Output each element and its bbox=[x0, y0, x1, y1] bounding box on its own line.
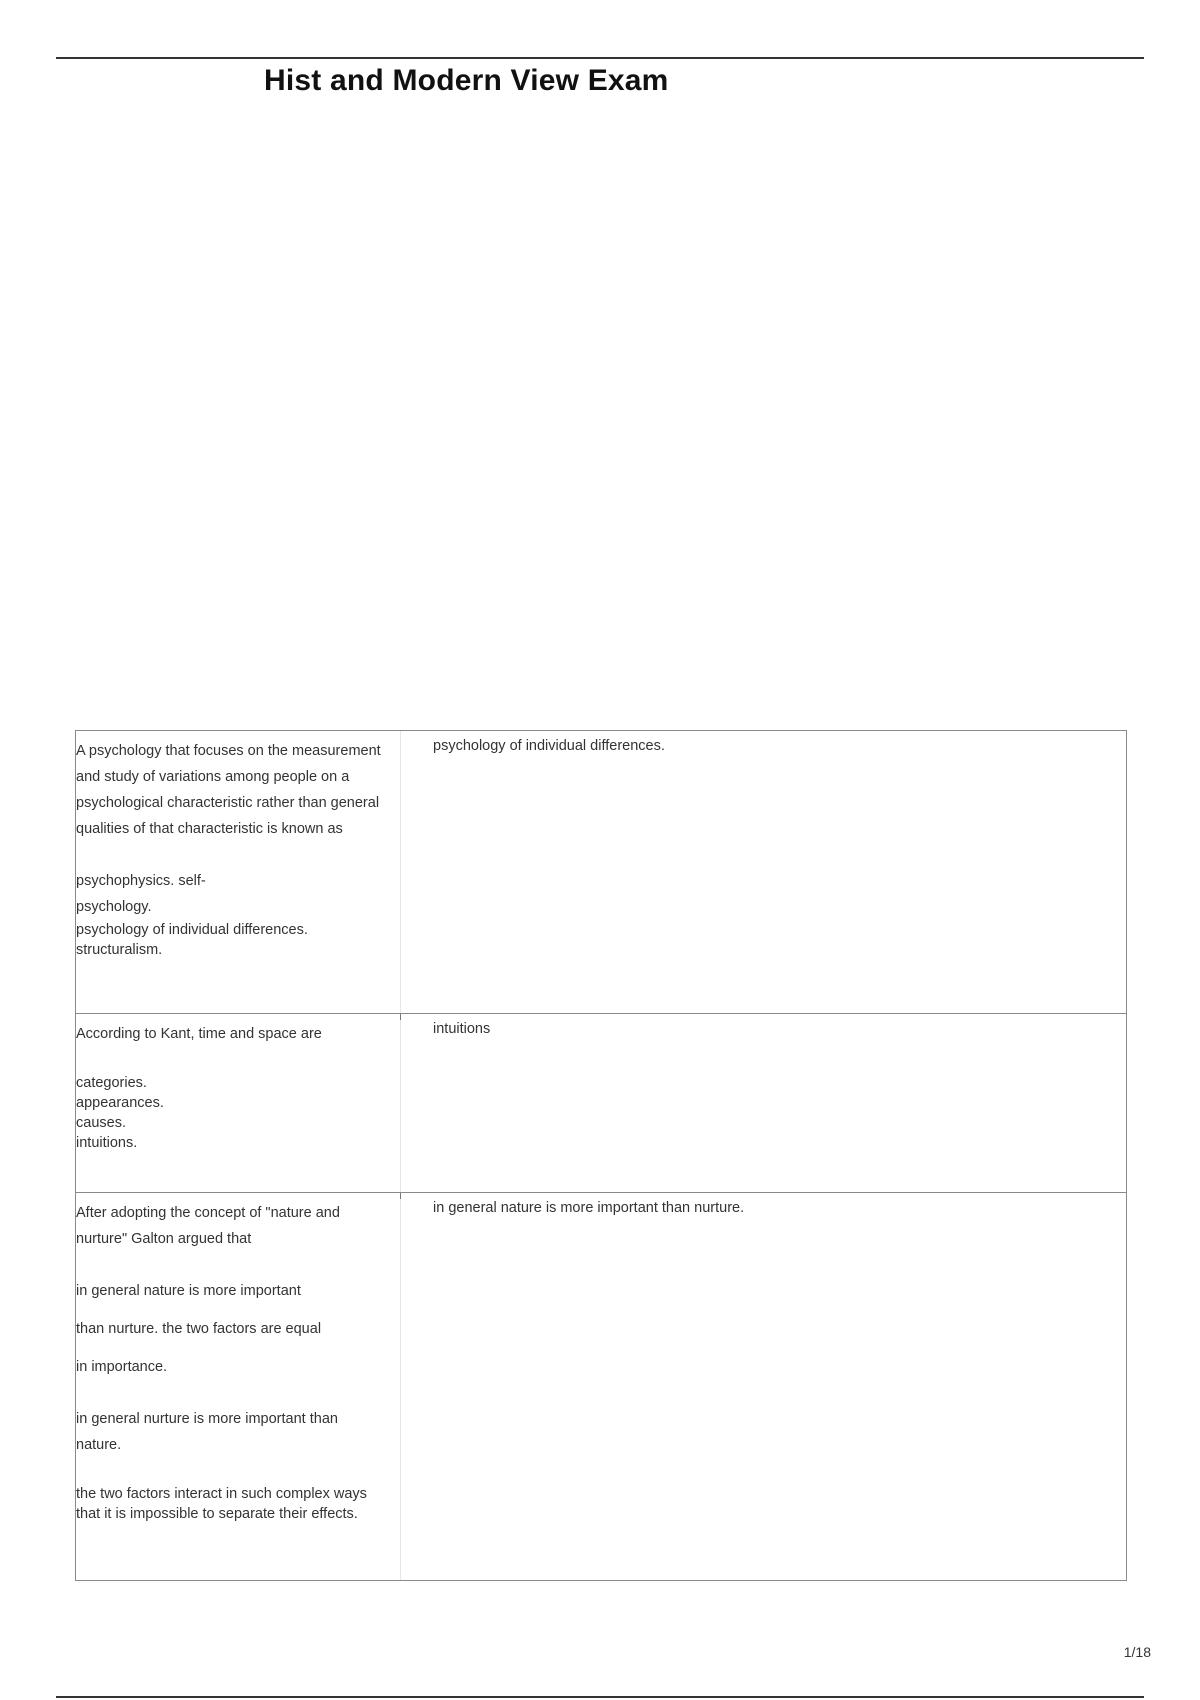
choice-item: psychophysics. self- bbox=[76, 873, 206, 889]
table-row bbox=[76, 1014, 1126, 1193]
top-rule bbox=[56, 57, 1144, 59]
question-text: According to Kant, time and space are bbox=[76, 1026, 322, 1042]
table-row bbox=[76, 731, 1126, 1014]
page-number: 1/18 bbox=[1123, 1644, 1151, 1660]
bottom-rule bbox=[56, 1696, 1144, 1698]
answer-cell bbox=[401, 1014, 1126, 1192]
choice-item: in general nature is more important bbox=[76, 1283, 301, 1299]
choice-item: in importance. bbox=[76, 1359, 168, 1375]
choice-list bbox=[76, 1278, 400, 1524]
choice-list bbox=[76, 868, 400, 960]
page-title: Hist and Modern View Exam bbox=[264, 64, 669, 97]
question-text: A psychology that focuses on the measurement and study of variations among people on a psychological characteristic rather than general qualities of that characteristic is known as bbox=[76, 743, 381, 837]
question-cell bbox=[76, 731, 401, 1013]
choice-list bbox=[76, 1073, 400, 1153]
choice-item: intuitions. bbox=[76, 1135, 138, 1151]
choice-item: structuralism. bbox=[76, 942, 163, 958]
choice-item: psychology. bbox=[76, 899, 152, 915]
choice-item: categories. bbox=[76, 1075, 147, 1091]
answer-text: psychology of individual differences. bbox=[433, 738, 665, 754]
answer-text: in general nature is more important than nurture. bbox=[433, 1200, 745, 1216]
answer-cell bbox=[401, 1193, 1126, 1580]
table-row bbox=[76, 1193, 1126, 1580]
choice-item: in general nurture is more important than nature. bbox=[76, 1411, 338, 1453]
answer-text: intuitions bbox=[433, 1021, 491, 1037]
choice-item: than nurture. the two factors are equal bbox=[76, 1321, 322, 1337]
choice-item: causes. bbox=[76, 1115, 126, 1131]
question-cell bbox=[76, 1193, 401, 1580]
answer-cell bbox=[401, 731, 1126, 1013]
choice-item: the two factors interact in such complex ways that it is impossible to separate their effects. bbox=[76, 1486, 367, 1522]
choice-item: appearances. bbox=[76, 1095, 164, 1111]
question-text: After adopting the concept of "nature and nurture" Galton argued that bbox=[76, 1205, 340, 1247]
question-cell bbox=[76, 1014, 401, 1192]
flashcard-table bbox=[75, 730, 1127, 1581]
choice-item: psychology of individual differences. bbox=[76, 922, 308, 938]
